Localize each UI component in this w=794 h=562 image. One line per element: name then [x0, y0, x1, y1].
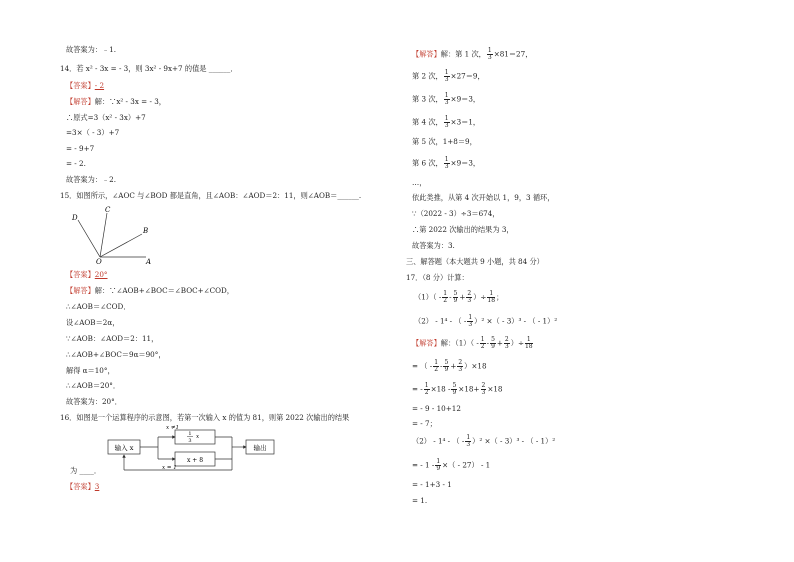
question-15: 15．如图所示，∠AOC 与∠BOD 都是直角，且∠AOB：∠AOD＝2：11，则∠AOB＝______.: [60, 191, 362, 200]
frac-num: 1: [188, 431, 192, 437]
output-label: 输出: [253, 444, 267, 452]
solution-17-line: （2） - 1⁴ - （ - $\frac{1}{3}$ ）² ×（ - 3）³ - （ - 1）²: [412, 434, 556, 448]
solution-line: 【解答】解：∵x² - 3x = - 3，: [66, 97, 166, 106]
solution-line: ∴∠AOB＝20°．: [66, 381, 121, 390]
section-heading: 三、解答题（本大题共 9 小题，共 84 分）: [406, 257, 544, 266]
solution-line: ∴∠AOB+∠BOC＝9α＝90°，: [66, 350, 166, 359]
solution-17-line: = - 7；: [412, 419, 437, 428]
answer-line: 故答案为：﹣1.: [66, 45, 116, 54]
solution-17-line: 【解答】解：（1）（ - $\frac{1}{2}$ - $\frac{5}{9}$ + $\frac{2}{3}$ ）÷ $\frac{1}{18}$: [412, 336, 533, 350]
solution-line: =3×（ - 3）+7: [66, 128, 120, 137]
solution-16-line: 【解答】解：第 1 次， $\frac{1}{3}$ ×81＝27，: [412, 47, 533, 61]
question-16: 16．如图是一个运算程序的示意图，若第一次输入 x 的值为 81，则第 2022 次输出的结果: [60, 413, 350, 422]
answer-line: 故答案为：20°．: [66, 397, 122, 406]
solution-16-line: 第 3 次， $\frac{1}{3}$ ×9＝3，: [412, 92, 481, 106]
solution-16-line: 依此类推，从第 4 次开始以 1，9，3 循环，: [412, 193, 555, 202]
answer-line: 故答案为：3.: [412, 241, 455, 250]
cond-top: x ≠1: [166, 425, 179, 431]
solution-17-line: = - 1 - $\frac{1}{9}$ ×（ - 27） - 1: [412, 458, 491, 472]
label-b: B: [143, 227, 149, 235]
cond-bottom: x = 1: [162, 465, 177, 471]
solution-17-line: = - 1+3 - 1: [412, 480, 452, 489]
solution-line: ∴∠AOB＝∠COD．: [66, 302, 131, 311]
label-c: C: [105, 206, 111, 214]
solution-16-line: ∴第 2022 次输出的结果为 3，: [412, 225, 514, 234]
solution-17-line: = 1.: [412, 496, 428, 505]
question-16-blank: 为 ____．: [70, 466, 102, 475]
op-bottom: x + 8: [186, 457, 204, 464]
answer-16: [66, 482, 99, 492]
solution-17-line: = （ - $\frac{1}{2}$ - $\frac{5}{9}$ + $\frac{2}{3}$ ）×18: [412, 359, 487, 373]
solution-line: 【解答】解：∵∠AOB+∠BOC＝∠BOC+∠COD，: [66, 286, 234, 295]
solution-text: 解：∵∠AOB+∠BOC＝∠BOC+∠COD，: [94, 286, 234, 295]
question-17-2: （2） - 1⁴ - （ - $\frac{1}{3}$ ）² ×（ - 3）³ - （ - 1）²: [414, 314, 558, 328]
solution-line: = - 9+7: [66, 144, 95, 153]
solution-line: 解得 α＝10°，: [66, 366, 115, 375]
solution-16-line: …，: [412, 178, 427, 187]
solution-16-line: 第 4 次， $\frac{1}{3}$ ×3＝1，: [412, 115, 481, 129]
answer-line: 故答案为：﹣2.: [66, 175, 116, 184]
solution-line: ∴原式=3（x² - 3x）+7: [66, 113, 146, 122]
answer-value: - 2: [94, 81, 105, 90]
solution-line: ∵∠AOB：∠AOD＝2：11，: [66, 334, 159, 343]
solution-line: = - 2.: [66, 159, 86, 168]
label-a: A: [146, 258, 152, 266]
answer-tag: 【答案】: [66, 81, 95, 90]
answer-value: 3: [94, 482, 100, 491]
answer-15: [66, 270, 108, 280]
answer-value: 20°: [94, 270, 108, 279]
solution-17-line: = - 9 - 10+12: [412, 404, 461, 413]
solution-16-line: 第 6 次， $\frac{1}{3}$ ×9＝3，: [412, 156, 481, 170]
label-o: O: [96, 258, 102, 266]
solution-line: 设∠AOB＝2α，: [66, 318, 120, 327]
question-17-1: （1）（ - $\frac{1}{2}$ - $\frac{5}{9}$ + $\frac{2}{3}$ ）÷ $\frac{1}{18}$ ；: [414, 290, 504, 304]
question-17: 17．（8 分）计算：: [406, 273, 469, 282]
solution-16-line: 第 5 次，1+8＝9，: [412, 137, 477, 146]
multiply-box: [175, 430, 215, 444]
label-d: D: [72, 214, 78, 222]
angle-figure: [60, 200, 160, 268]
answer-14: [66, 81, 104, 91]
answer-tag: 【答案】: [66, 482, 95, 491]
frac-den: 3: [188, 438, 192, 444]
answer-tag: 【答案】: [66, 270, 95, 279]
frac-var: x: [196, 434, 200, 440]
flowchart: [100, 422, 280, 472]
question-14: 14．若 x² - 3x = - 3，则 3x² - 9x+7 的值是 ______．: [60, 64, 238, 73]
solution-16-line: ∵（2022 - 3）÷3＝674，: [412, 209, 500, 218]
solution-16-line: 第 2 次， $\frac{1}{3}$ ×27＝9，: [412, 69, 485, 83]
solution-17-line: = - $\frac{1}{2}$ ×18 - $\frac{5}{9}$ ×18+ $\frac{2}{3}$ ×18: [412, 382, 503, 396]
solution-text: 解：∵x² - 3x = - 3，: [94, 97, 166, 106]
input-label: 输入 x: [114, 444, 134, 452]
